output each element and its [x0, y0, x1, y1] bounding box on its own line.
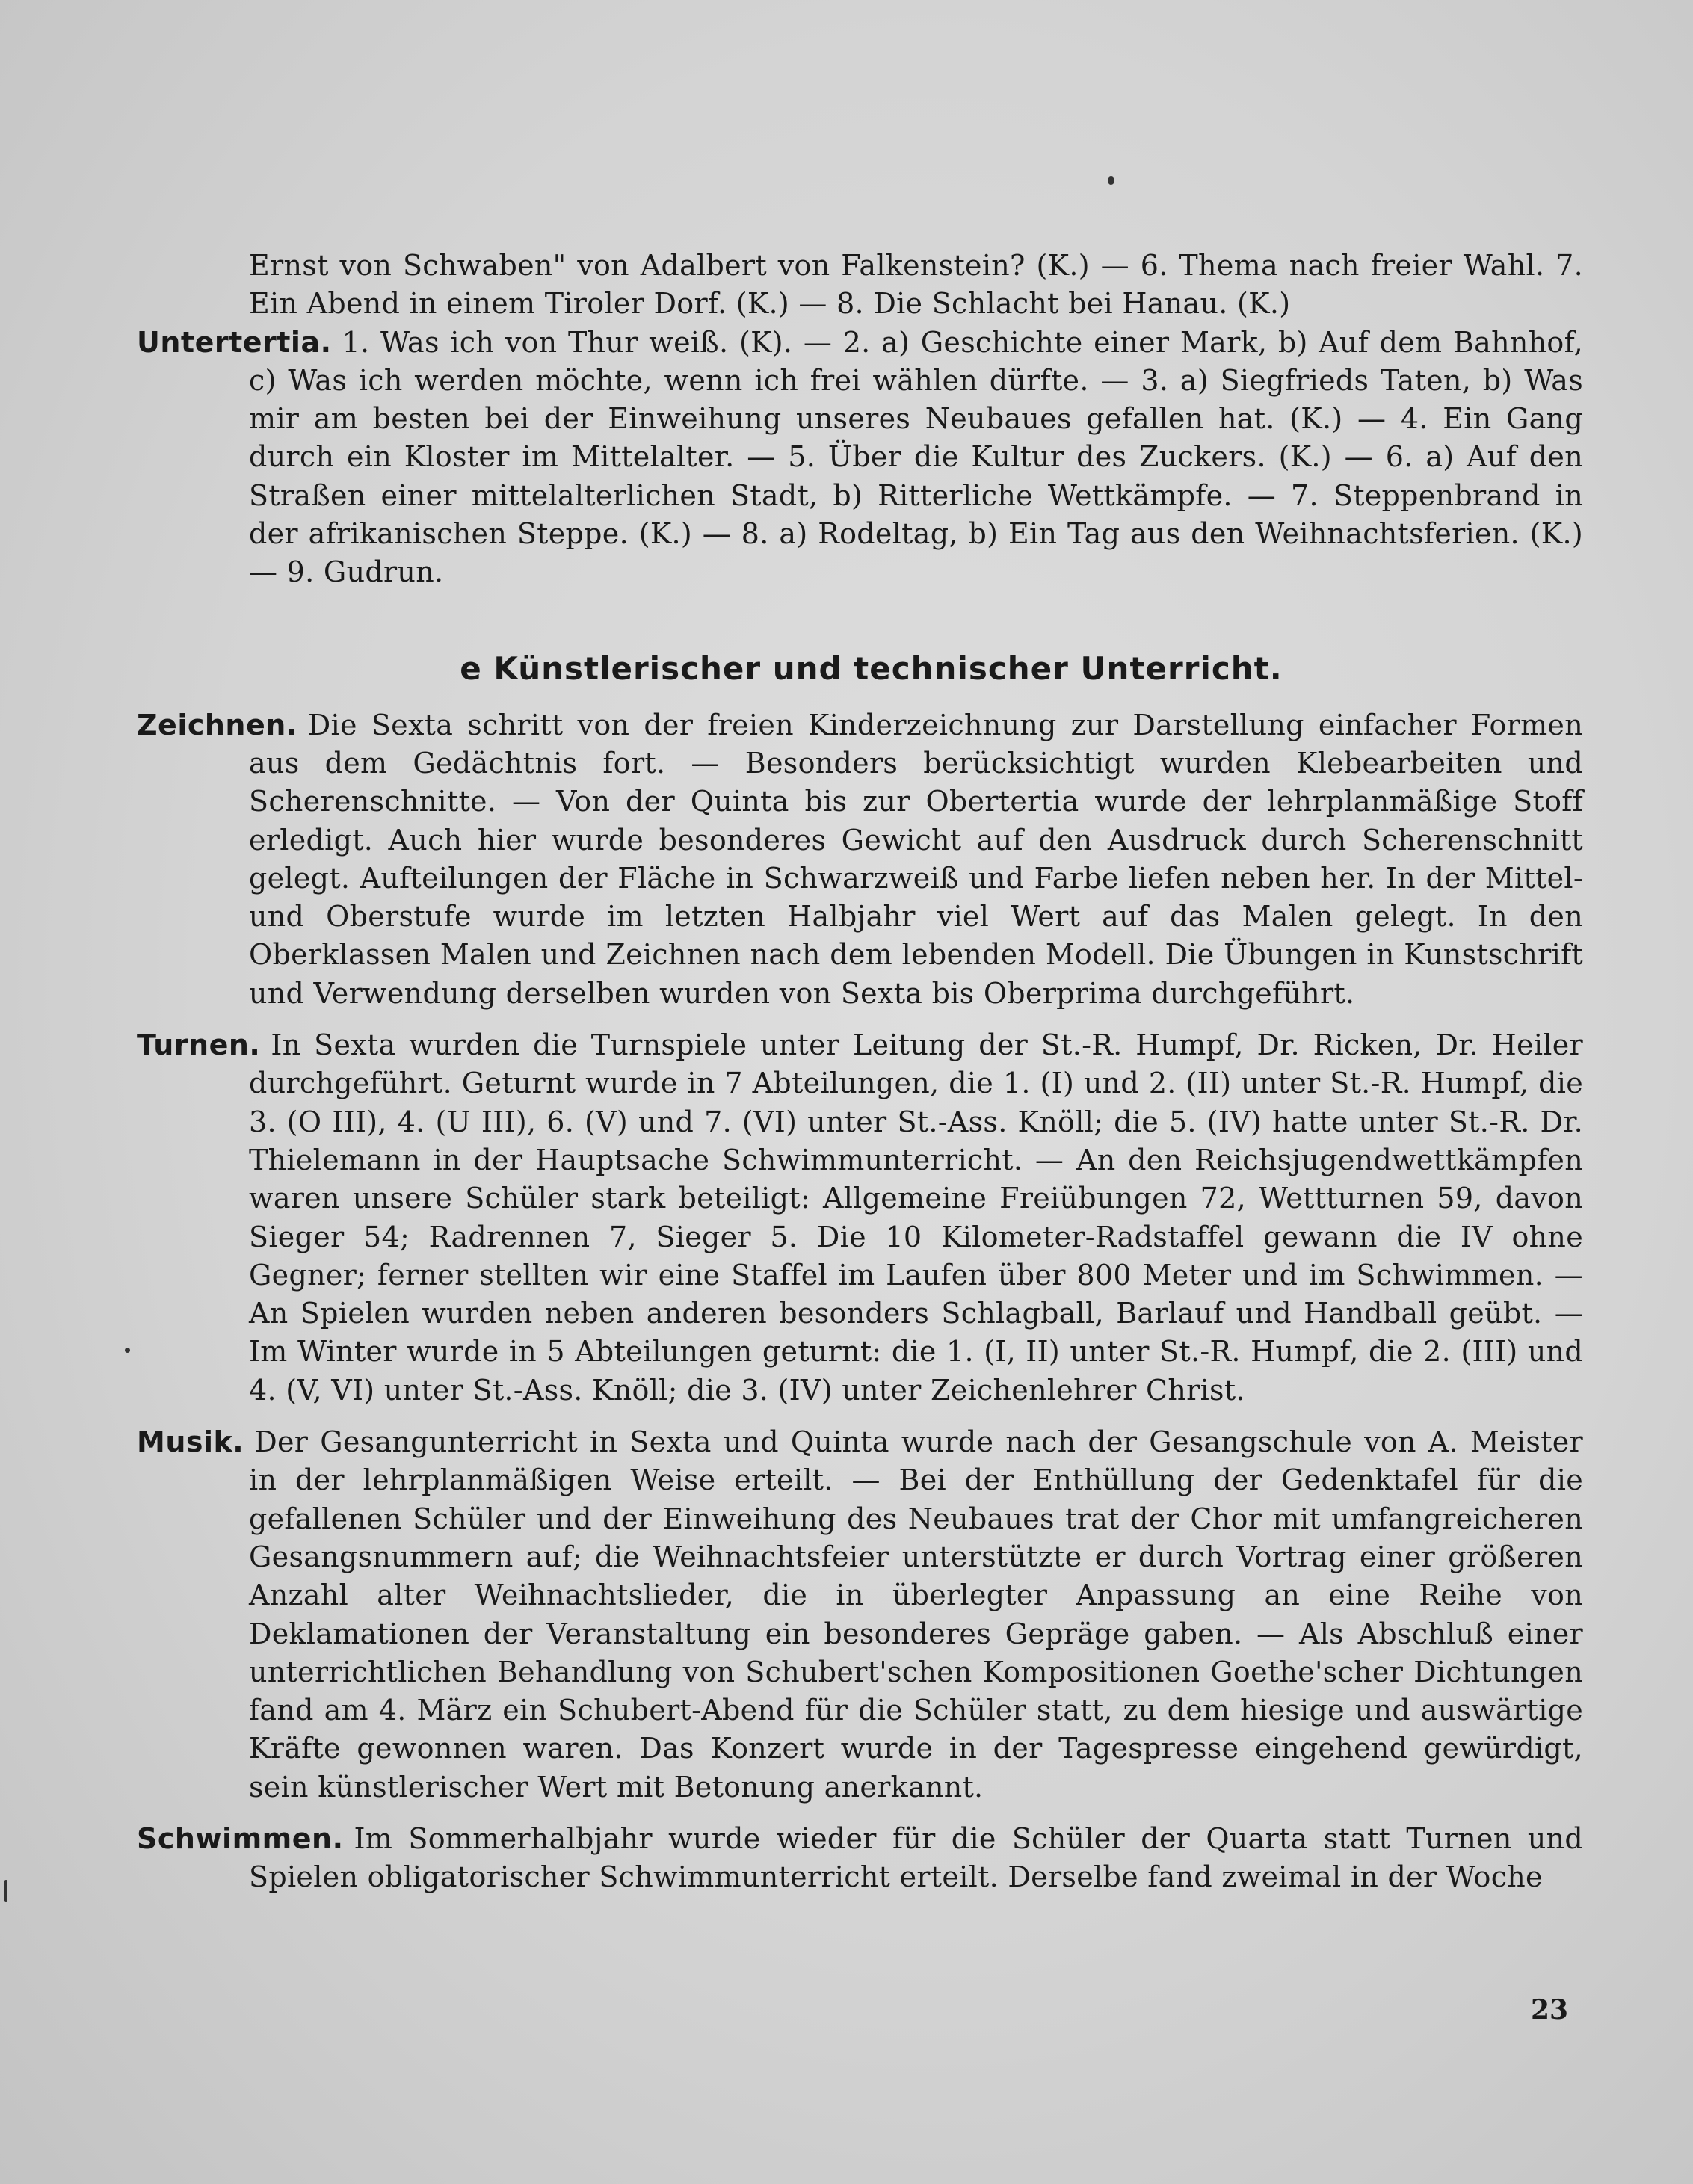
- schwimmen-paragraph: [137, 1820, 1583, 1897]
- page-number: 23: [1531, 1994, 1569, 2026]
- turnen-paragraph: [137, 1026, 1583, 1410]
- zeichnen-text: Die Sexta schritt von der freien Kinderzeichnung zur Darstellung einfacher Formen aus dem Gedächtnis fort. — Besonders berücksichtigt wurden Klebearbeiten und Scherenschnitte. — Von der Quinta bis zur Obertertia wurde der lehrplanmäßige Stoff erledigt. Auch hier wurde besonderes Gewicht auf den Ausdruck durch Scherenschnitt gelegt. Aufteilungen der Fläche in Schwarzweiß und Farbe liefen neben her. In der Mittel- und Oberstufe wurde im letzten Halbjahr viel Wert auf das Malen gelegt. In den Oberklassen Malen und Zeichnen nach dem lebenden Modell. Die Übungen in Kunstschrift und Verwendung derselben wurden von Sexta bis Oberprima durchgeführt.: [249, 708, 1583, 1010]
- zeichnen-paragraph: [137, 706, 1583, 1013]
- schwimmen-label: Schwimmen.: [137, 1821, 344, 1855]
- zeichnen-label: Zeichnen.: [137, 708, 297, 741]
- turnen-label: Turnen.: [137, 1028, 261, 1062]
- musik-paragraph: [137, 1423, 1583, 1807]
- section-heading: e Künstlerischer und technischer Unterricht.: [460, 650, 1283, 687]
- body-text: [137, 247, 1583, 1897]
- print-speck: [125, 1348, 130, 1353]
- aufsatz-continuation: [137, 247, 1583, 324]
- continuation-text: Ernst von Schwaben" von Adalbert von Falkenstein? (K.) — 6. Thema nach freier Wahl. 7. Ein Abend in einem Tiroler Dorf. (K.) — 8. Die Schlacht bei Hanau. (K.): [249, 249, 1583, 321]
- musik-text: Der Gesangunterricht in Sexta und Quinta wurde nach der Gesangschule von A. Meister in der lehrplanmäßigen Weise erteilt. — Bei der Enthüllung der Gedenktafel für die gefallenen Schüler und der Einweihung des Neubaues trat der Chor mit umfangreicheren Gesangsnummern auf; die Weihnachtsfeier unterstützte er durch Vortrag einer größeren Anzahl alter Weihnachtslieder, die in überlegter Anpassung an eine Reihe von Deklamationen der Veranstaltung ein besonderes Gepräge gaben. — Als Abschluß einer unterrichtlichen Behandlung von Schubert'schen Kompositionen Goethe'scher Dichtungen fand am 4. März ein Schubert-Abend für die Schüler statt, zu dem hiesige und auswärtige Kräfte gewonnen waren. Das Konzert wurde in der Tagespresse eingehend gewürdigt, sein künstlerischer Wert mit Betonung anerkannt.: [249, 1425, 1583, 1804]
- turnen-text: In Sexta wurden die Turnspiele unter Leitung der St.-R. Humpf, Dr. Ricken, Dr. Heiler durchgeführt. Geturnt wurde in 7 Abteilungen, die 1. (I) und 2. (II) unter St.-R. Humpf, die 3. (O III), 4. (U III), 6. (V) und 7. (VI) unter St.-Ass. Knöll; die 5. (IV) hatte unter St.-R. Dr. Thielemann in der Hauptsache Schwimmunterricht. — An den Reichsjugendwettkämpfen waren unsere Schüler stark beteiligt: Allgemeine Freiübungen 72, Wettturnen 59, davon Sieger 54; Radrennen 7, Sieger 5. Die 10 Kilometer-Radstaffel gewann die IV ohne Gegner; ferner stellten wir eine Staffel im Laufen über 800 Meter und im Schwimmen. — An Spielen wurden neben anderen besonders Schlagball, Barlauf und Handball geübt. — Im Winter wurde in 5 Abteilungen geturnt: die 1. (I, II) unter St.-R. Humpf, die 2. (III) und 4. (V, VI) unter St.-Ass. Knöll; die 3. (IV) unter Zeichenlehrer Christ.: [249, 1028, 1583, 1407]
- untertertia-label: Untertertia.: [137, 325, 332, 359]
- schwimmen-text: Im Sommerhalbjahr wurde wieder für die Schüler der Quarta statt Turnen und Spielen obligatorischer Schwimmunterricht erteilt. Derselbe fand zweimal in der Woche: [249, 1821, 1583, 1894]
- untertertia-text: 1. Was ich von Thur weiß. (K). — 2. a) Geschichte einer Mark, b) Auf dem Bahnhof, c) Was ich werden möchte, wenn ich frei wählen dürfte. — 3. a) Siegfrieds Taten, b) Was mir am besten bei der Einweihung unseres Neubaues gefallen hat. (K.) — 4. Ein Gang durch ein Kloster im Mittelalter. — 5. Über die Kultur des Zuckers. (K.) — 6. a) Auf den Straßen einer mittelalterlichen Stadt, b) Ritterliche Wettkämpfe. — 7. Steppenbrand in der afrikanischen Steppe. (K.) — 8. a) Rodeltag, b) Ein Tag aus den Weihnachtsferien. (K.) — 9. Gudrun.: [249, 325, 1583, 589]
- print-speck: [1108, 176, 1114, 185]
- print-speck: [4, 1880, 7, 1902]
- untertertia-paragraph: [137, 324, 1583, 592]
- musik-label: Musik.: [137, 1425, 244, 1459]
